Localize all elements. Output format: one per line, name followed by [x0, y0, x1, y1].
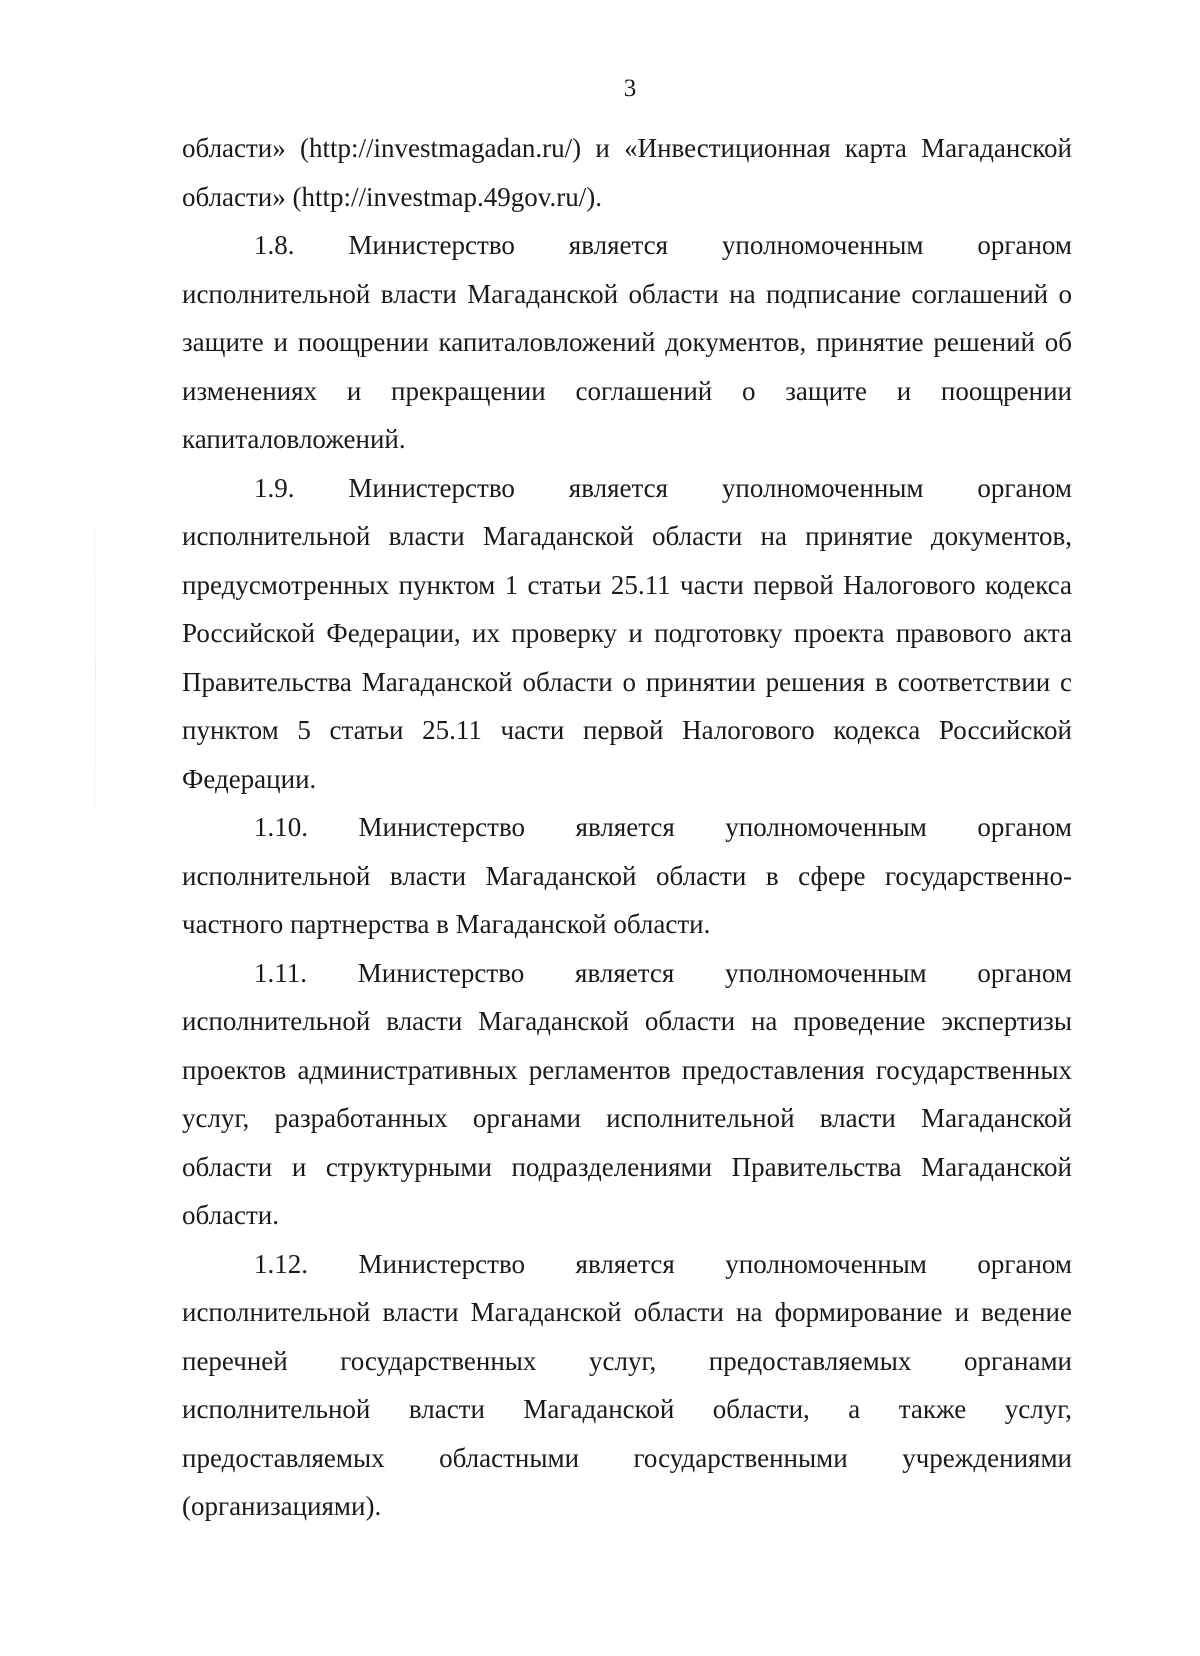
paragraph-1-11: 1.11. Министерство является уполномоченным органом исполнительной власти Магаданской области на проведение экспертизы проектов административных регламентов предоставления государственных услуг, разработанных органами исполнительной власти Магаданской области и структурными подразделениями Правительства Магаданской области. [182, 957, 1072, 1230]
document-body [182, 124, 1072, 1531]
paragraph-1-9: 1.9. Министерство является уполномоченным органом исполнительной власти Магаданской области на принятие документов, предусмотренных пунктом 1 статьи 25.11 части первой Налогового кодекса Российской Федерации, их проверку и подготовку проекта правового акта Правительства Магаданской области о принятии решения в соответствии с пунктом 5 статьи 25.11 части первой Налогового кодекса Российской Федерации. [182, 472, 1072, 794]
paragraph-1-8: 1.8. Министерство является уполномоченным органом исполнительной власти Магаданской области на подписание соглашений о защите и поощрении капиталовложений документов, принятие решений об изменениях и прекращении соглашений о защите и поощрении капиталовложений. [182, 230, 1072, 454]
page-number: 3 [623, 75, 637, 102]
scan-artifact-line [95, 470, 96, 870]
paragraph-1-12: 1.12. Министерство является уполномоченным органом исполнительной власти Магаданской области на формирование и ведение перечней государственных услуг, предоставляемых органами исполнительной власти Магаданской области, а также услуг, предоставляемых областными государственными учреждениями (организациями). [182, 1248, 1072, 1521]
continuation-paragraph: области» (http://investmagadan.ru/) и «Инвестиционная карта Магаданской области» (http://investmap.49gov.ru/). [182, 133, 1072, 212]
paragraph-1-10: 1.10. Министерство является уполномоченным органом исполнительной власти Магаданской области в сфере государственно-частного партнерства в Магаданской области. [182, 812, 1072, 939]
